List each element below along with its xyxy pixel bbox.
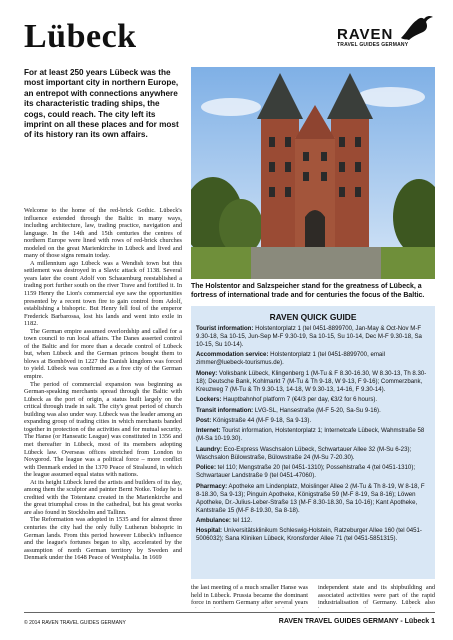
body-paragraph: The Reformation was adopted in 1535 and for almost three centuries the city had the only fully Lutheran bishopric in German lands. From this period however Lübeck's influence and the league's fortunes began to slip, accelerated by the assumption of north German territory by Sweden and Denmark under the 1648 Peace of Westphalia. In 1669 xyxy=(24,516,182,562)
body-paragraph: At its height Lübeck lured the artists and builders of its day, among them the sculptor and painter Bernt Notke. Today he is credited with the Totentanz created in the Marienkirche and the great triumphal cross in the cathedral, but his great works are also found in Stockholm and Tallinn. xyxy=(24,478,182,516)
guide-item xyxy=(196,483,430,515)
body-paragraph: Welcome to the home of the red-brick Gothic. Lübeck's influence extended through the Baltic in many ways, including architecture, law, trading practice, navigation and language. In the 14th and 15th centuries the centres of northern Europe were lined with rows of red-brick churches modeled on the great Marienkirche in Lübeck and lived and many of those signs remain today. xyxy=(24,207,182,260)
guide-item-text: Holstentorplatz 1 (tel 0451-8899700, Jan-May & Oct-Nov M-F 9.30-18, Sa 10-15, Jun-Sep M-F 9.30-19, Sa 10-15, Su 10-14, Dec M-F 9.30-18, Sa 10-15, Su 10-14). xyxy=(196,325,422,348)
guide-item xyxy=(196,370,430,394)
body-paragraph: A millennium ago Lübeck was a Wendish town but this settlement was destroyed in a Slavic attack of 1138. Several years later the count Adolf von Schauenburg reestablished a trading port further south on the river Trave and fortified it. In 1159 Henry the Lion's commercial eye saw the opportunities presented by a recent town fire to gain control from Adolf, establishing a bishopric. But Henry fell foul of the emperor Frederick Barbarossa, lost his lands and went into exile in 1182. xyxy=(24,259,182,328)
guide-item-label: Internet: xyxy=(196,427,221,435)
guide-item-label: Hospital: xyxy=(196,527,223,535)
logo-wordmark: RAVEN xyxy=(337,26,394,43)
guide-item xyxy=(196,396,430,404)
raven-logo xyxy=(337,14,432,54)
photo-caption: The Holstentor and Salzspeicher stand for the greatness of Lübeck, a fortress of international trade and for centuries the focus of the Baltic. xyxy=(191,283,425,299)
guide-item-label: Accommodation service: xyxy=(196,351,269,359)
intro-text: For at least 250 years Lübeck was the most important city in northern Europe, an entrepot with connections anywhere its characteristic trading ships, the cogs, could reach. The city left its imprint on all these places and for most of its history ran its own affairs. xyxy=(24,68,179,140)
guide-item-text: Holstentorplatz 1 (tel 0451-8899700, email zimmer@luebeck-tourismus.de). xyxy=(196,351,386,367)
guide-item xyxy=(196,407,430,415)
guide-item-text: Königstraße 44 (M-F 9-18, Sa 9-13). xyxy=(211,417,312,425)
guide-item-text: tel 112. xyxy=(230,517,253,525)
guide-item xyxy=(196,517,430,525)
guide-item xyxy=(196,427,430,443)
guide-item xyxy=(196,325,430,349)
body-paragraph: The German empire assumed overlordship and called for a town council to run local affairs. The Danes asserted control of the Baltic and for more than a decade control of Lübeck but, when Lübeck and the German princes bought them to blows at Bornhöved in 1227 the Danish kingdom was forced to yield. Lübeck was confirmed as a free city of the German empire. xyxy=(24,327,182,381)
raven-icon xyxy=(399,14,435,44)
guide-item-label: Transit information: xyxy=(196,406,254,414)
body-column xyxy=(24,207,182,591)
guide-item-label: Police: xyxy=(196,464,216,472)
quick-guide-heading: RAVEN QUICK GUIDE xyxy=(269,312,357,322)
guide-item-text: Apotheke am Lindenplatz, Moislinger Allee 2 (M-Tu & Th 8-19, W 8-18, F 8-18.30, Sa 9-13); Pinguin Apotheke, Königstraße 59 (M-F 8-19, Sa 8-16); Löwen Apotheke, Dr.-Julius-Leber-Straße 13 (M-F 8.30-18.30, Sa 10-16); Kant Apotheke, Kantstraße 15 (M-F 8-19.30, Sa 8-18). xyxy=(196,482,425,514)
guide-item-text: Universitätsklinikum Schleswig-Holstein, Ratzeburger Allee 160 (tel 0451-5006032); Sana Kliniken Lübeck, Kronsforder Allee 71 (tel 0451-5851315). xyxy=(196,527,422,543)
guide-item xyxy=(196,464,430,480)
guide-item xyxy=(196,351,430,367)
guide-item-text: Tourist information, Holstentorplatz 1; Internetcafe Lübeck, Wahmstraße 58 (M-Sa 10-19.30). xyxy=(196,427,425,443)
guide-item-label: Post: xyxy=(196,417,212,425)
page-title: Lübeck xyxy=(24,18,137,55)
body-paragraph: The period of commercial expansion was beginning as German-speaking merchants spread through the Baltic with Lübeck as the port of origin, a status built largely on the critical through trade in salt. The city's great period of church building was also under way. Lübeck was the leader among an expanding group of trading cities in which merchants banded together in protection of the activities and for mutual security. The Hanse (or Hanseatic League) was constituted in 1356 and met thereafter in Lübeck, most of its members adopting Lübeck law. Overseas offices stretched from London to Novgorod. The league was a political force – more conflict with Denmark ended in the 1370 Peace of Stralsund, in which the league assumed equal status with nations. xyxy=(24,380,182,479)
guide-item-text: Hauptbahnhof platform 7 (€4/3 per day, €3/2 for 6 hours). xyxy=(221,396,378,404)
quick-guide-box xyxy=(191,306,435,579)
guide-item xyxy=(196,527,430,543)
guide-item-label: Pharmacy: xyxy=(196,482,228,490)
guide-item-label: Tourist information: xyxy=(196,325,254,332)
guide-item-text: LVG-SL, Hansestraße (M-F 5-20, Sa-Su 9-16). xyxy=(253,406,381,414)
logo-tagline: TRAVEL GUIDES GERMANY xyxy=(337,42,409,48)
guide-item xyxy=(196,417,430,425)
footer-page-label: RAVEN TRAVEL GUIDES GERMANY - Lübeck 1 xyxy=(278,618,435,625)
footer-divider xyxy=(24,612,435,613)
guide-item-text: Eco-Express Waschsalon Lübeck, Schwartauer Allee 32 (M-Su 6-23); Waschsalon Bülowstraße, Bülowstraße 24 (M-Su 7-20.30). xyxy=(196,445,412,461)
footer-copyright: © 2014 RAVEN TRAVEL GUIDES GERMANY xyxy=(24,620,126,626)
bottom-column-right: independent state and its shipbuilding and associated activities were part of the rapid industrialisation of Germany. Lübeck also xyxy=(318,584,435,607)
guide-item xyxy=(196,446,430,462)
guide-item-label: Money: xyxy=(196,369,218,377)
holstentor-photo xyxy=(191,67,435,279)
guide-item-text: tel 110; Mengstraße 20 (tel 0451-1310); Possehlstraße 4 (tel 0451-1310); Schwartauer Landstraße 9 (tel 0451-47060). xyxy=(196,464,416,480)
guide-item-label: Laundry: xyxy=(196,445,223,453)
guide-item-label: Ambulance: xyxy=(196,517,231,525)
bottom-column-middle: the last meeting of a much smaller Hanse was held in Lübeck. Prussia became the dominant force in northern Germany after several years xyxy=(191,584,308,607)
guide-item-label: Lockers: xyxy=(196,396,222,404)
guide-item-text: Volksbank Lübeck, Klingenberg 1 (M-Tu & F 8.30-16.30, W 8.30-13, Th 8.30-18); Deutsche Bank, Kohlmarkt 7 (M-Tu & Th 9-18, W 9-13, F 9-16); Commerzbank, Kreuzweg 7 (M-Tu & Th 9.30-13, 14-18, W 9.30-13, 14-16, F 9.30-14). xyxy=(196,369,427,393)
